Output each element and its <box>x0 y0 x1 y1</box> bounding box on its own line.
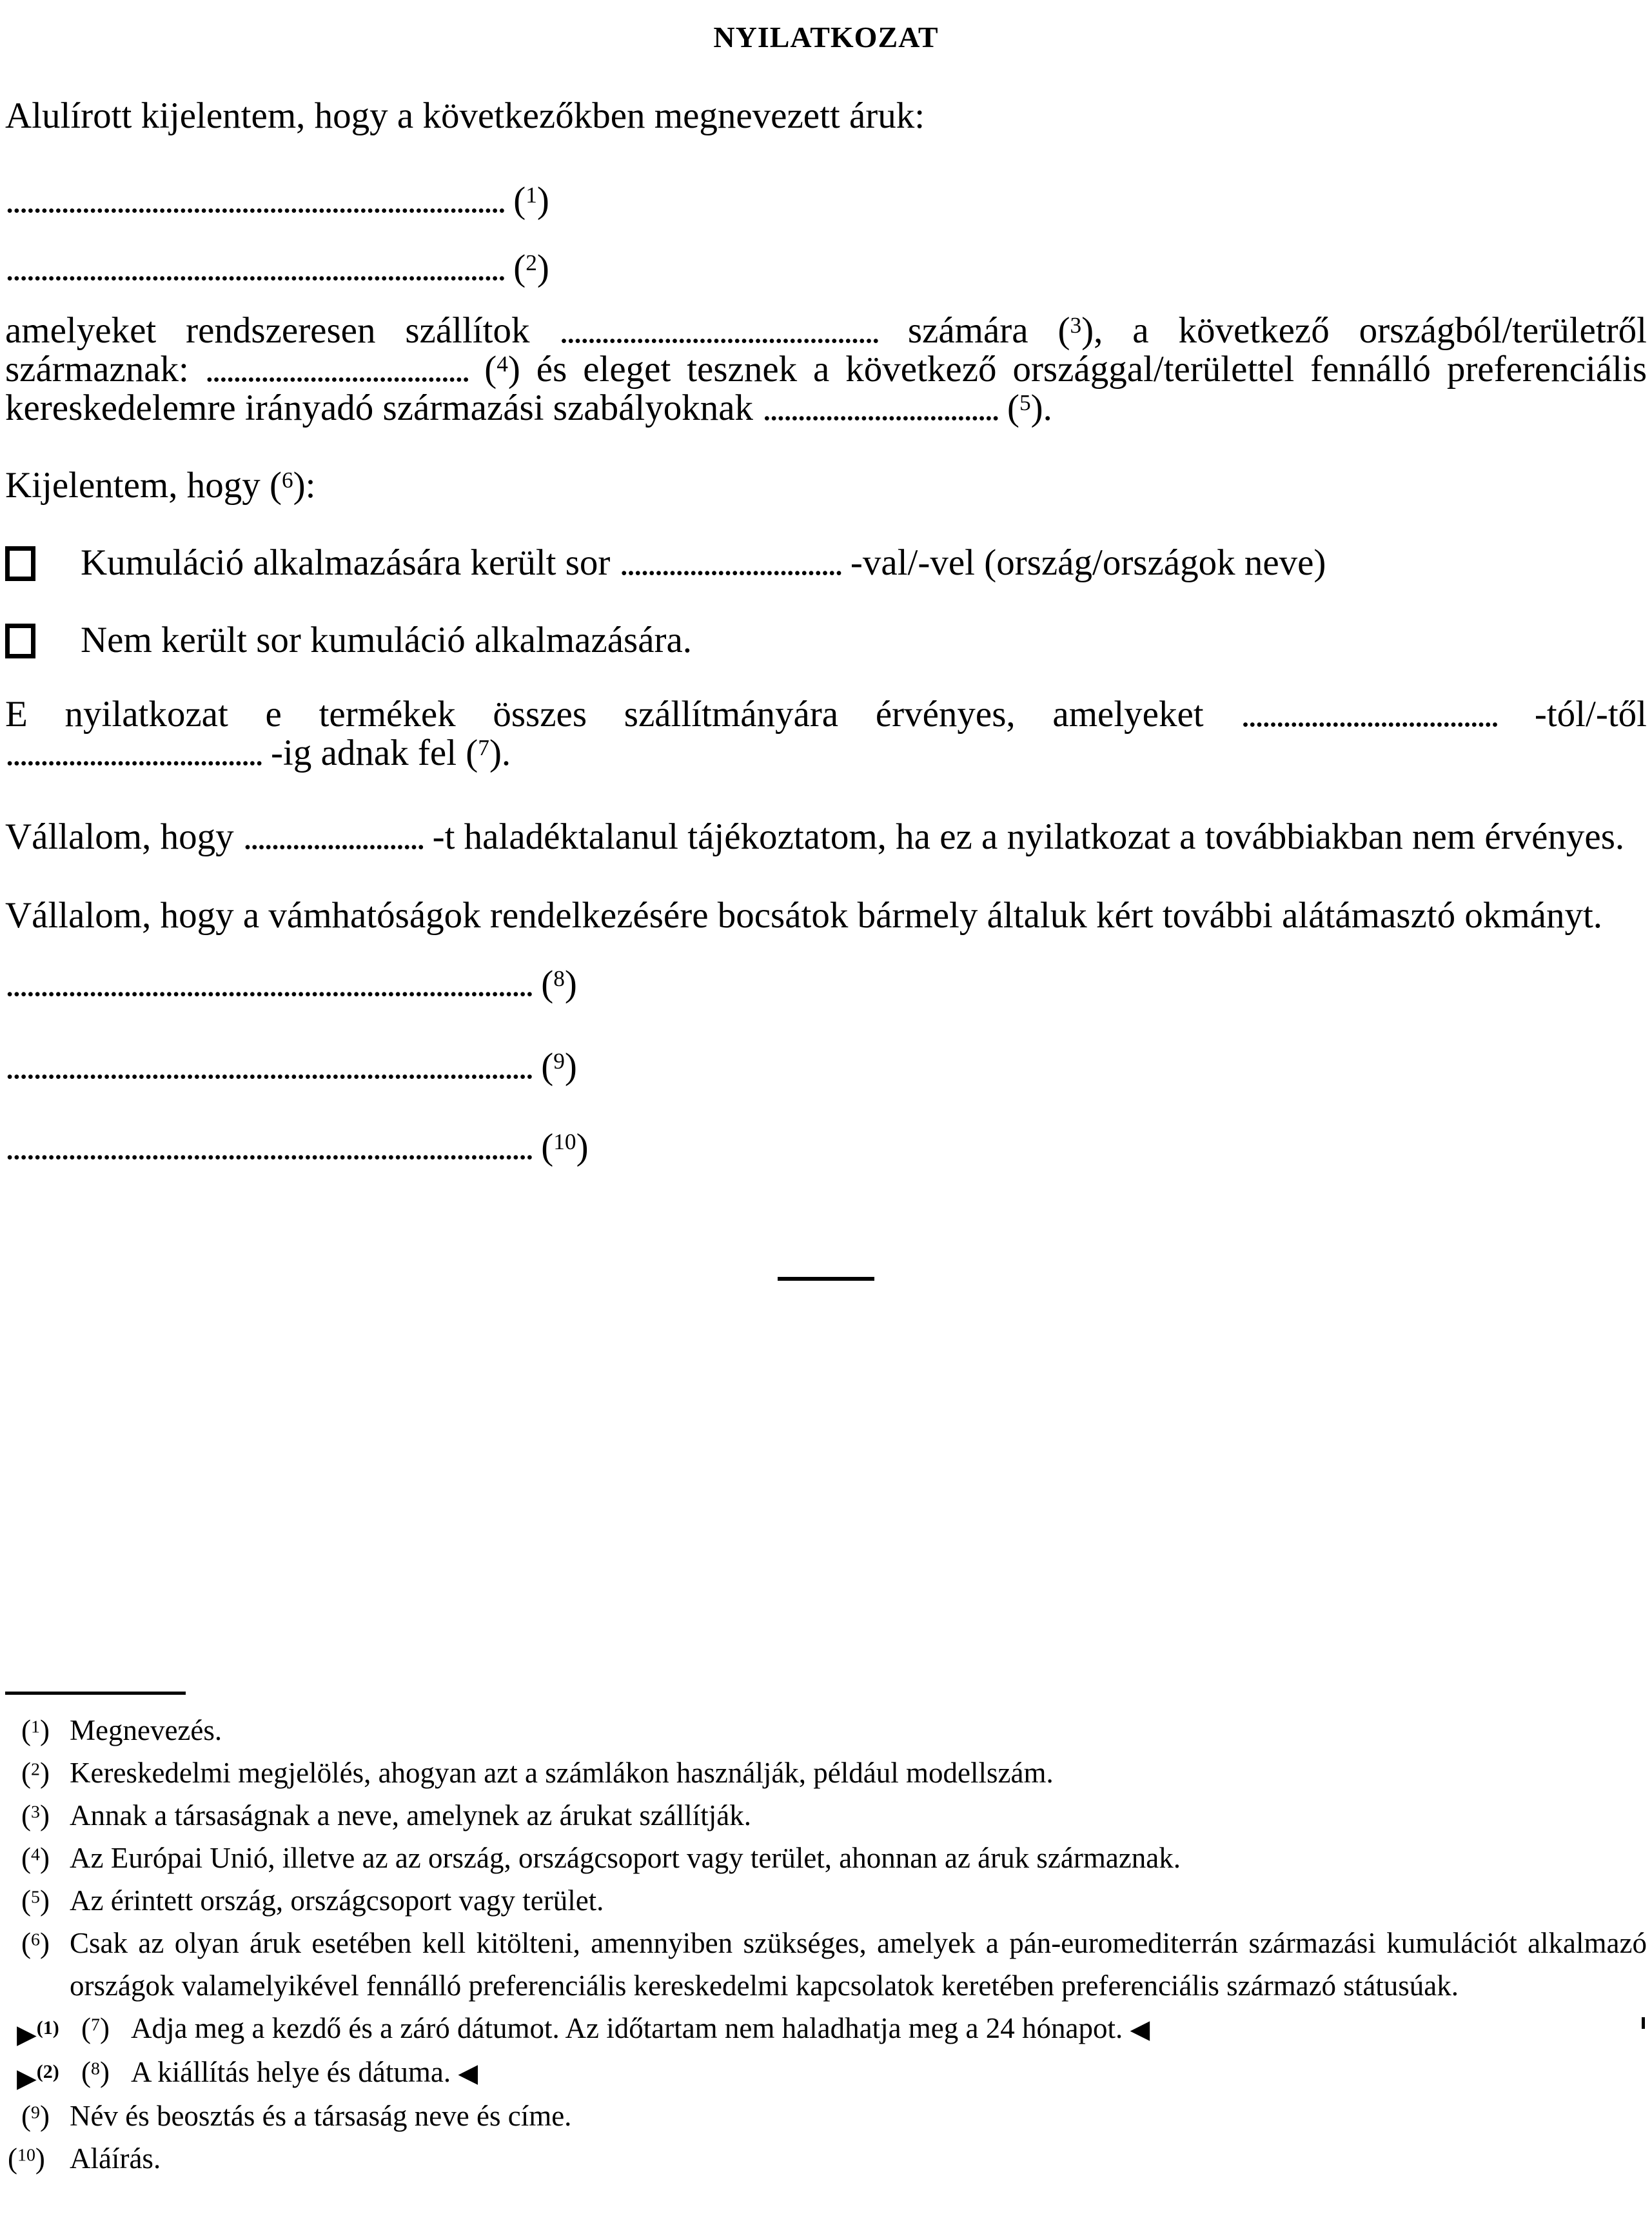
text-fragment: ) <box>35 2142 45 2175</box>
footnote-marker <box>81 2007 110 2049</box>
footnote-ref: 3 <box>31 1802 40 1822</box>
footnote-5 <box>5 1879 1647 1922</box>
text-fragment: Kijelentem, hogy ( <box>5 465 282 506</box>
text-fragment: ) <box>99 2012 110 2044</box>
footnote-ref: 6 <box>281 468 293 493</box>
text-fragment: amelyeket rendszeresen szállítok <box>5 310 560 351</box>
blank-line-1 <box>5 176 1647 224</box>
dotted-leader: ................................ <box>619 542 841 583</box>
footnote-marker <box>8 2137 45 2180</box>
dotted-leader: ............................................................................ <box>5 963 532 1004</box>
footnote-marker <box>81 2051 110 2093</box>
dotted-leader: .............................................. <box>559 310 878 351</box>
footnote-text: Az Európai Unió, illetve az az ország, országcsoport vagy terület, ahonnan az áruk származnak. <box>70 1842 1181 1874</box>
text-fragment: ( <box>21 1884 31 1917</box>
text-fragment: -t haladéktalanul tájékoztatom, ha ez a nyilatkozat a továbbiakban nem érvényes. <box>423 816 1625 857</box>
text-fragment: E nyilatkozat e termékek összes szállítmányára érvényes, amelyeket <box>5 694 1241 735</box>
text-fragment: ) <box>39 1799 50 1831</box>
text-fragment: ( <box>504 248 526 288</box>
footnote-separator-rule <box>5 1692 186 1695</box>
footnote-6 <box>5 1922 1647 2007</box>
text-fragment: ) <box>39 1757 50 1789</box>
amendment-close-icon: ◀ <box>1130 2015 1150 2044</box>
footnote-marker <box>21 1752 50 1794</box>
footnote-ref: 7 <box>91 2015 100 2035</box>
footnote-7 <box>5 2007 1647 2051</box>
intro-paragraph <box>5 97 1647 135</box>
text-fragment: ( <box>532 1127 554 1167</box>
footnote-text: Megnevezés. <box>70 1714 222 1746</box>
text-fragment: Vállalom, hogy <box>5 816 243 857</box>
dotted-leader: ............................................................................ <box>5 1046 532 1087</box>
footnote-ref: 4 <box>31 1844 40 1865</box>
checkbox-label <box>81 621 692 660</box>
footnote-ref: 7 <box>478 735 489 761</box>
footnote-text: Annak a társaságnak a neve, amelynek az árukat szállítják. <box>70 1799 752 1831</box>
footnote-text: A kiállítás helye és dátuma. <box>131 2056 451 2088</box>
footnote-ref: 10 <box>553 1129 576 1155</box>
footnote-8 <box>5 2051 1647 2095</box>
text-fragment: ( <box>21 2100 31 2132</box>
text-fragment: Nem került sor kumuláció alkalmazására. <box>81 620 693 660</box>
text-fragment: ) <box>99 2056 110 2088</box>
no-cumulation-row <box>5 621 1647 660</box>
footnote-marker <box>21 1709 50 1752</box>
text-fragment: ) <box>39 1714 50 1746</box>
text-fragment: ): <box>293 465 316 506</box>
footnote-ref: 2 <box>526 250 537 276</box>
center-divider-rule <box>778 1277 874 1281</box>
amendment-number: (1) <box>36 2017 59 2038</box>
footnote-3 <box>5 1794 1647 1837</box>
footnotes-section <box>5 1709 1647 2180</box>
text-fragment: ( <box>532 1046 554 1087</box>
dotted-leader: ..................................... <box>5 733 262 773</box>
text-fragment: Alulírott kijelentem, hogy a következőkben megnevezett áruk: <box>5 95 925 136</box>
text-fragment: Kumuláció alkalmazására került sor <box>81 542 620 583</box>
footnote-ref: 1 <box>31 1717 40 1737</box>
footnote-marker <box>21 1837 50 1879</box>
dotted-leader: .................................. <box>762 388 998 428</box>
text-fragment: ( <box>81 2056 91 2088</box>
dotted-leader: ............................................................................ <box>5 1127 532 1167</box>
spacer <box>451 2056 458 2088</box>
text-fragment: ( <box>998 388 1019 428</box>
dotted-leader: ...................................... <box>204 349 469 390</box>
text-fragment: ( <box>8 2142 17 2175</box>
blank-line-9 <box>5 1042 1647 1091</box>
text-fragment: számára ( <box>878 310 1070 351</box>
text-fragment: ) <box>536 180 549 221</box>
footnote-ref: 6 <box>31 1930 40 1950</box>
text-fragment: -val/-vel (ország/országok neve) <box>841 542 1326 583</box>
no-cumulation-checkbox[interactable] <box>5 624 35 658</box>
declare-line <box>5 466 1647 505</box>
footnote-ref: 9 <box>553 1049 565 1074</box>
footnote-ref: 5 <box>1019 390 1031 416</box>
undertake-documents-paragraph <box>5 896 1647 935</box>
footnote-ref: 2 <box>31 1759 40 1780</box>
blank-line-2 <box>5 244 1647 292</box>
footnote-ref: 3 <box>1070 313 1082 339</box>
footnote-ref: 4 <box>497 351 508 377</box>
text-fragment: Vállalom, hogy a vámhatóságok rendelkezésére bocsátok bármely általuk kért további alátámasztó okmányt. <box>5 895 1603 936</box>
text-fragment: ( <box>21 1714 31 1746</box>
amendment-open-marker <box>17 2051 59 2100</box>
text-fragment: -tól/-től <box>1497 694 1647 735</box>
footnote-marker <box>21 1922 50 1964</box>
checkbox-label <box>81 544 1326 582</box>
text-fragment: ( <box>21 1799 31 1831</box>
cumulation-applied-row <box>5 544 1647 582</box>
scan-artifact-mark <box>1642 2017 1645 2029</box>
text-fragment: ) <box>39 1884 50 1917</box>
text-fragment: ) <box>39 1842 50 1874</box>
cumulation-applied-checkbox[interactable] <box>5 546 35 581</box>
dotted-leader: ..................................... <box>1241 694 1498 735</box>
amendment-open-marker <box>17 2007 59 2056</box>
footnote-ref: 9 <box>31 2102 40 2123</box>
dotted-leader: ........................................................................ <box>5 248 504 288</box>
footnote-text: Csak az olyan áruk esetében kell kitölteni, amennyiben szükséges, amelyek a pán-euromediterrán származási kumulációt alkalmazó országok valamelyikével fennálló preferenciális kereskedelmi kapcsolatok keretében preferenciális származó státusúak. <box>70 1927 1647 2002</box>
text-fragment: ) <box>576 1127 589 1167</box>
blank-line-8 <box>5 960 1647 1008</box>
footnote-10 <box>5 2137 1647 2180</box>
dotted-leader: ........................................................................ <box>5 180 504 221</box>
amendment-number: (2) <box>36 2061 59 2082</box>
footnote-1 <box>5 1709 1647 1752</box>
text-fragment: ( <box>21 1927 31 1959</box>
validity-paragraph <box>5 695 1647 773</box>
amendment-triangle-icon: ▶ <box>17 2064 37 2093</box>
text-fragment: ). <box>1030 388 1052 428</box>
footnote-9 <box>5 2095 1647 2137</box>
text-fragment: ( <box>21 1842 31 1874</box>
text-fragment: ) és eleget tesznek a következő országgal/területtel fennálló preferenciális kereskedelemre irányadó származási szabályoknak <box>5 349 1647 428</box>
text-fragment: ), a következő országból/területről származnak: <box>5 310 1647 390</box>
footnote-ref: 5 <box>31 1887 40 1908</box>
blank-line-10 <box>5 1123 1647 1171</box>
footnote-marker <box>21 2095 50 2137</box>
dotted-leader: .......................... <box>242 816 424 857</box>
footnote-4 <box>5 1837 1647 1879</box>
text-fragment: ( <box>81 2012 91 2044</box>
undertake-inform-paragraph <box>5 818 1647 856</box>
amendment-close-icon: ◀ <box>458 2058 478 2088</box>
footnote-ref: 1 <box>526 183 537 208</box>
footnote-2 <box>5 1752 1647 1794</box>
footnote-text: Név és beosztás és a társaság neve és címe. <box>70 2100 572 2132</box>
spacer <box>1123 2012 1130 2044</box>
text-fragment: ( <box>468 349 497 390</box>
supply-paragraph <box>5 311 1647 428</box>
amendment-triangle-icon: ▶ <box>17 2020 37 2049</box>
footnote-text: Kereskedelmi megjelölés, ahogyan azt a számlákon használják, például modellszám. <box>70 1757 1054 1789</box>
footnote-ref: 8 <box>91 2058 100 2079</box>
footnote-ref: 10 <box>17 2145 35 2166</box>
text-fragment: ) <box>39 1927 50 1959</box>
text-fragment: ) <box>536 248 549 288</box>
text-fragment: ( <box>504 180 526 221</box>
footnote-marker <box>21 1794 50 1837</box>
text-fragment: ) <box>564 1046 577 1087</box>
footnote-marker <box>21 1879 50 1922</box>
footnote-text: Az érintett ország, országcsoport vagy terület. <box>70 1884 604 1917</box>
text-fragment: ) <box>39 2100 50 2132</box>
footnote-text: Adja meg a kezdő és a záró dátumot. Az időtartam nem haladhatja meg a 24 hónapot. <box>131 2012 1123 2044</box>
text-fragment: ). <box>489 733 511 773</box>
text-fragment: ) <box>564 963 577 1004</box>
footnote-ref: 8 <box>553 966 565 992</box>
text-fragment: ( <box>532 963 554 1004</box>
page-title: NYILATKOZAT <box>713 21 939 54</box>
text-fragment: ( <box>21 1757 31 1789</box>
text-fragment: -ig adnak fel ( <box>261 733 478 773</box>
footnote-text: Aláírás. <box>70 2142 161 2175</box>
